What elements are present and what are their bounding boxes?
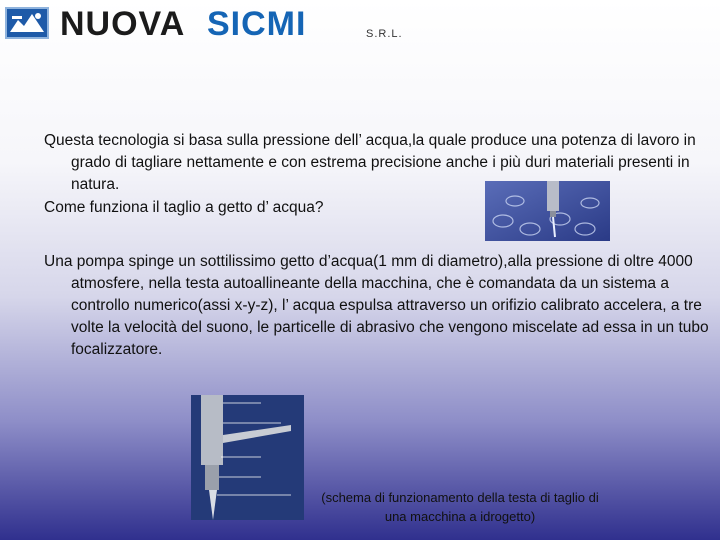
logo-text-sicmi: SICMI <box>207 5 307 43</box>
logo-suffix: S.R.L. <box>366 28 403 40</box>
waterjet-cutting-photo <box>485 181 610 241</box>
logo-emblem-icon <box>4 6 50 40</box>
company-logo <box>4 4 414 42</box>
logo-text-nuova: NUOVA <box>60 5 186 43</box>
paragraph-intro: Questa tecnologia si basa sulla pressione dell’ acqua,la quale produce una potenza di lavoro in grado di tagliare nettamente e con estrema precisione anche i più duri materiali presenti in natura. <box>44 132 696 193</box>
paragraph-question: Come funziona il taglio a getto d’ acqua? <box>44 199 324 216</box>
cutting-head-diagram <box>191 395 304 520</box>
image-caption: (schema di funzionamento della testa di taglio di una macchina a idrogetto) <box>321 490 599 524</box>
paragraph-explanation: Una pompa spinge un sottilissimo getto d’acqua(1 mm di diametro),alla pressione di oltre 4000 atmosfere, nella testa autoallineante della macchina, che è comandata da un sistema a controllo numerico(assi x-y-z), l’ acqua espulsa attraverso un orifizio calibrato accelera, a tre volte la velocità del suono, le particelle di abrasivo che vengono miscelate ad essa in un tubo focalizzatore. <box>44 253 709 358</box>
